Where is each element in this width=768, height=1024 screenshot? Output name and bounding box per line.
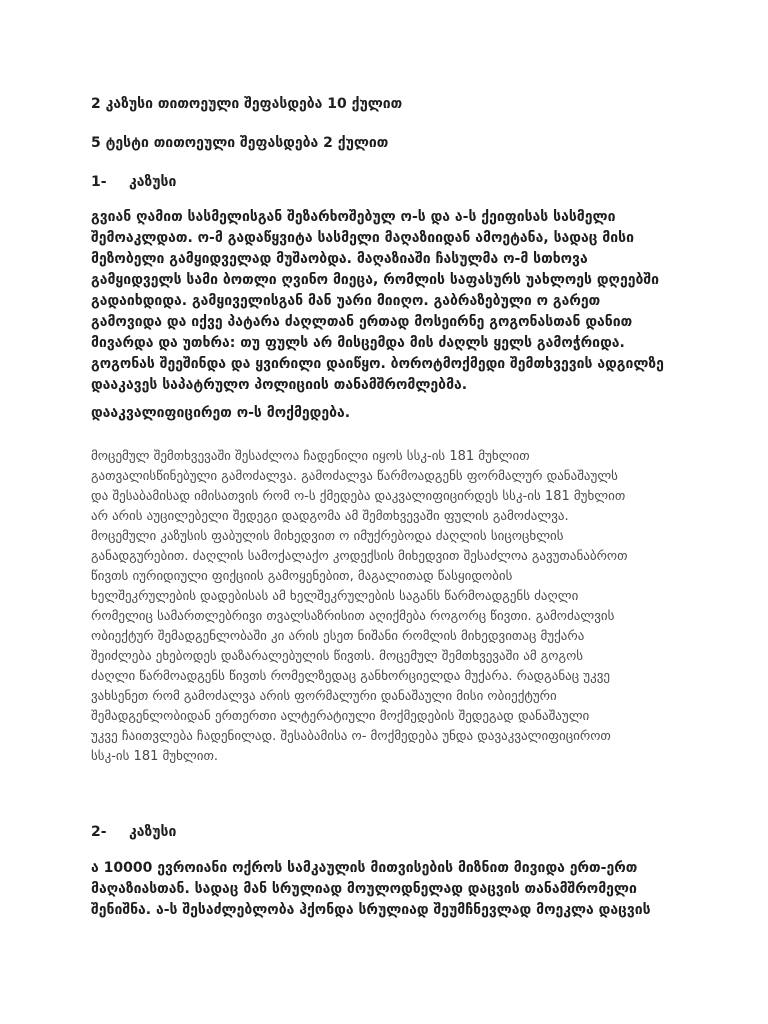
case1-question: დააკვალიფიცირეთ ო-ს მოქმედება. xyxy=(91,405,351,421)
case1-story-line: გამოვიდა და იქვე პატარა ძაღლთან ერთად მოსეირნე გოგონასთან დანით xyxy=(91,314,633,330)
scoring-tests-line: 5 ტესტი თითოეული შეფასდება 2 ქულით xyxy=(91,135,389,151)
case1-story-line: გვიან ღამით სასმელისგან შეზარხოშებულ ო-ს და ა-ს ქეიფისას სასმელი xyxy=(91,209,616,225)
case1-answer xyxy=(91,447,681,767)
case1-answer-line: ვახსენეთ რომ გამოძალვა არის ფორმალური დანაშაული მისი ობიექტური xyxy=(91,689,557,704)
case1-answer-line: ხელშეკრულების დადებისას ამ ხელშეკრულების საგანს წარმოადგენს ძაღლი xyxy=(91,589,579,604)
scoring-cases-line: 2 კაზუსი თითოეული შეფასდება 10 ქულით xyxy=(91,96,403,112)
case1-story-line: მეზობელი გამყიდველად მუშაობდა. მაღაზიაში ჩასულმა ო-მ სთხოვა xyxy=(91,251,588,267)
case1-story-line: გადაიხდიდა. გამყიველისგან მან უარი მიიღო. გაბრაზებული ო გარეთ xyxy=(91,293,601,309)
case1-answer-line: უკვე ჩაითვლება ჩადენილად. შესაბამისა ო- მოქმედება უნდა დავაკვალიფიციროთ xyxy=(91,729,611,744)
case1-answer-line: მოცემული კაზუსის ფაბულის მიხედვით ო იმუქრებოდა ძაღლის სიცოცხლის xyxy=(91,529,564,544)
case1-answer-line: განადგურებით. ძაღლის სამოქალაქო კოდექსის მიხედვით შესაძლოა გავუთანაბროთ xyxy=(91,549,628,564)
case1-answer-line: შეიძლება ეხებოდეს დაზარალებულის წივთს. მოცემულ შემთხვევაში ამ გოგოს xyxy=(91,649,584,664)
case2-story-line: მაღაზიასთან. სადაც მან სრულიად მოულოდნელად დაცვის თანამშრომელი xyxy=(91,881,637,897)
case1-story-line: გოგონას შეეშინდა და ყვირილი დაიწყო. ბოროტმოქმედი შემთხვევის ადგილზე xyxy=(91,356,664,372)
case1-heading xyxy=(91,172,681,193)
case1-answer-line: ობიექტურ შემადგენლობაში კი არის ესეთ ნიშანი რომლის მიხედვითაც მუქარა xyxy=(91,629,585,644)
case1-answer-line: რომელიც სამართლებრივი თვალსაზრისით აღიქმება როგორც წივთი. გამოძალვის xyxy=(91,609,615,624)
case2-heading xyxy=(91,822,681,843)
case1-answer-line: გათვალისწინებული გამოძალვა. გამოძალვა წარმოადგენს ფორმალურ დანაშაულს xyxy=(91,469,618,484)
case1-answer-line: წივთს იურიდიული ფიქციის გამოყენებით, მაგალითად წასყიდობის xyxy=(91,569,513,584)
case1-story xyxy=(91,207,681,396)
case2-title: კაზუსი xyxy=(129,824,177,840)
case1-story-line: მივარდა და უთხრა: თუ ფულს არ მისცემდა მის ძაღლს ყელს გამოჭრიდა. xyxy=(91,335,625,351)
case1-title: კაზუსი xyxy=(129,174,177,190)
case1-answer-line: და შესაბამისად იმისათვის რომ ო-ს ქმედება დაკვალიფიცირდეს სსკ-ის 181 მუხლით xyxy=(91,489,626,504)
case1-answer-line: მოცემულ შემთხვევაში შესაძლოა ჩადენილი იყოს სსკ-ის 181 მუხლით xyxy=(91,449,530,464)
case2-number: 2- xyxy=(91,824,107,840)
case1-number: 1- xyxy=(91,174,107,190)
case1-story-line: გამყიდველს სამი ბოთლი ღვინო მიეცა, რომლის საფასურს უახლოეს დღეებში xyxy=(91,272,659,288)
case1-answer-line: სსკ-ის 181 მუხლით. xyxy=(91,749,218,764)
case1-answer-line: ძაღლი წარმოადგენს წივთს რომელზედაც განხორციელდა მუქარა. რადგანაც უკვე xyxy=(91,669,610,684)
case2-story-line: ა 10000 ევროიანი ოქროს სამკაულის მითვისების მიზნით მივიდა ერთ-ერთ xyxy=(91,860,638,876)
case1-answer-line: შემადგენლობიდან ერთერთი ალტერატიული მოქმედების შედეგად დანაშაული xyxy=(91,709,590,724)
case1-story-line: შემოაკლდათ. ო-მ გადაწყვიტა სასმელი მაღაზიიდან ამოეტანა, სადაც მისი xyxy=(91,230,634,246)
case1-answer-line: არ არის აუცილებელი შედეგი დადგომა ამ შემთხვევაში ფულის გამოძალვა. xyxy=(91,509,569,524)
case2-story xyxy=(91,858,681,921)
case1-story-line: დააკავეს საპატრულო პოლიციის თანამშრომლებმა. xyxy=(91,377,468,393)
case2-story-line: შენიშნა. ა-ს შესაძლებლობა ჰქონდა სრულიად შეუმჩნევლად მოეკლა დაცვის xyxy=(91,902,651,918)
